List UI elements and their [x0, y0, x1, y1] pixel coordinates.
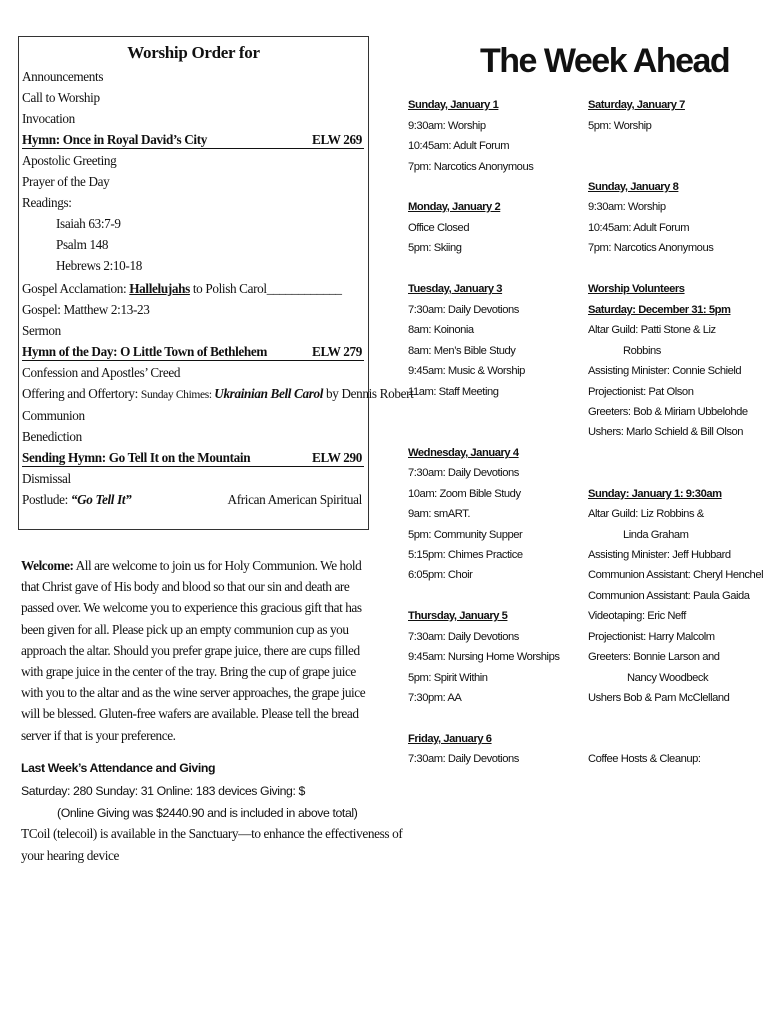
sending-hymn-reference: ELW 290 — [312, 450, 362, 465]
volunteer-item: Communion Assistant: Cheryl Henchel — [588, 569, 764, 581]
worship-volunteers-heading: Worship Volunteers — [588, 283, 685, 295]
acclamation-suffix: to Polish Carol — [189, 281, 267, 296]
event-item: 10am: Zoom Bible Study — [408, 488, 521, 500]
day-heading-sunday-jan-1: Sunday, January 1 — [408, 99, 499, 111]
tcoil-line-2: your hearing device — [21, 848, 119, 863]
volunteer-item: Nancy Woodbeck — [627, 672, 709, 684]
hymn-reference: ELW 269 — [312, 132, 362, 147]
order-item-apostolic-greeting: Apostolic Greeting — [22, 153, 117, 168]
volunteer-item: Ushers Bob & Pam McClelland — [588, 692, 730, 704]
acclamation-bold: Hallelujahs — [129, 281, 190, 296]
event-item: 5pm: Worship — [588, 120, 652, 132]
volunteers-saturday-heading: Saturday: December 31: 5pm — [588, 304, 731, 316]
order-item-gospel: Gospel: Matthew 2:13-23 — [22, 302, 150, 317]
event-item: 7pm: Narcotics Anonymous — [588, 242, 714, 254]
worship-order-title: Worship Order for — [127, 43, 260, 62]
volunteer-item: Linda Graham — [623, 529, 689, 541]
order-item-gospel-acclamation — [22, 281, 364, 297]
event-item: 9:45am: Music & Worship — [408, 365, 525, 377]
offering-suffix: by Dennis Robert — [323, 386, 414, 401]
volunteer-item: Altar Guild: Liz Robbins & — [588, 508, 704, 520]
worship-order-box — [18, 36, 414, 530]
event-item: 11am: Staff Meeting — [408, 386, 499, 398]
volunteer-item: Ushers: Marlo Schield & Bill Olson — [588, 426, 744, 438]
offering-prefix: Offering and Offertory: — [22, 386, 141, 401]
event-item: 7:30pm: AA — [408, 692, 462, 704]
welcome-text: All are welcome to join us for Holy Communion. We hold that Christ gave of His body and blood so that our sin and death are passed over. We welcome you to experience this gracious gift that has been given for all. Please pick up an empty communion cup as you approach the altar. Should you prefer grape juice, there are cups filled with grape juice in the center of the tray. Bring the cup of grape juice with you to the altar and as the wine server approaches, the grape juice will be blessed. Gluten-free wafers are available. Please tell the bread server if that is your preference. — [21, 558, 366, 743]
order-item-call-to-worship: Call to Worship — [22, 90, 100, 105]
event-item: 9:30am: Worship — [408, 120, 486, 132]
attendance-counts: Saturday: 280 Sunday: 31 Online: 183 devices Giving: $ — [21, 784, 305, 798]
event-item: Office Closed — [408, 222, 470, 234]
day-heading-sunday-jan-8: Sunday, January 8 — [588, 181, 679, 193]
welcome-lead: Welcome: — [21, 558, 74, 573]
order-item-offering — [22, 386, 414, 403]
reading-psalm: Psalm 148 — [56, 237, 109, 252]
day-heading-saturday-jan-7: Saturday, January 7 — [588, 99, 685, 111]
event-item: 5pm: Spirit Within — [408, 672, 488, 684]
event-item: 7:30am: Daily Devotions — [408, 631, 519, 643]
attendance-heading: Last Week’s Attendance and Giving — [21, 761, 216, 775]
volunteer-item: Assisting Minister: Connie Schield — [588, 365, 742, 377]
event-item: 10:45am: Adult Forum — [588, 222, 690, 234]
postlude-prefix: Postlude: — [22, 492, 71, 507]
order-item-hymn — [22, 132, 364, 149]
acclamation-blank: ____________ — [266, 281, 342, 296]
event-item: 7:30am: Daily Devotions — [408, 304, 519, 316]
postlude-title: “Go Tell It” — [70, 492, 132, 507]
event-item: 9am: smART. — [408, 508, 470, 520]
welcome-paragraph — [21, 555, 373, 746]
event-item: 7:30am: Daily Devotions — [408, 753, 519, 765]
reading-isaiah: Isaiah 63:7-9 — [56, 216, 121, 231]
day-heading-wednesday-jan-4: Wednesday, January 4 — [408, 447, 519, 459]
volunteer-item: Robbins — [623, 345, 661, 357]
order-item-communion: Communion — [22, 408, 85, 423]
reading-hebrews: Hebrews 2:10-18 — [56, 258, 142, 273]
event-item: 10:45am: Adult Forum — [408, 140, 510, 152]
order-item-invocation: Invocation — [22, 111, 75, 126]
day-heading-thursday-jan-5: Thursday, January 5 — [408, 610, 508, 622]
day-heading-friday-jan-6: Friday, January 6 — [408, 733, 492, 745]
acclamation-prefix: Gospel Acclamation: — [22, 281, 130, 296]
volunteer-item: Communion Assistant: Paula Gaida — [588, 590, 750, 602]
volunteer-item: Greeters: Bonnie Larson and — [588, 651, 720, 663]
event-item: 7pm: Narcotics Anonymous — [408, 161, 534, 173]
volunteer-item: Projectionist: Harry Malcolm — [588, 631, 715, 643]
attendance-online-giving: (Online Giving was $2440.90 and is included in above total) — [57, 806, 358, 820]
order-item-postlude — [22, 492, 364, 508]
event-item: 9:30am: Worship — [588, 201, 666, 213]
event-item: 5:15pm: Chimes Practice — [408, 549, 523, 561]
event-item: 6:05pm: Choir — [408, 569, 473, 581]
event-item: 9:45am: Nursing Home Worships — [408, 651, 560, 663]
order-item-prayer: Prayer of the Day — [22, 174, 110, 189]
volunteer-item: Altar Guild: Patti Stone & Liz — [588, 324, 716, 336]
event-item: 8am: Men’s Bible Study — [408, 345, 516, 357]
order-item-benediction: Benediction — [22, 429, 82, 444]
event-item: 5pm: Skiing — [408, 242, 462, 254]
hymn-label: Hymn: Once in Royal David’s City — [22, 132, 208, 147]
offering-chimes: Sunday Chimes: — [140, 389, 215, 401]
volunteers-sunday-heading: Sunday: January 1: 9:30am — [588, 488, 722, 500]
volunteer-item: Assisting Minister: Jeff Hubbard — [588, 549, 731, 561]
event-item: 7:30am: Daily Devotions — [408, 467, 519, 479]
day-heading-tuesday-jan-3: Tuesday, January 3 — [408, 283, 503, 295]
sending-hymn-label: Sending Hymn: Go Tell It on the Mountain — [22, 450, 251, 465]
coffee-hosts: Coffee Hosts & Cleanup: — [588, 753, 701, 765]
order-item-confession: Confession and Apostles’ Creed — [22, 365, 181, 380]
hymn-of-day-reference: ELW 279 — [312, 344, 362, 359]
postlude-composer: African American Spiritual — [227, 492, 362, 507]
day-heading-monday-jan-2: Monday, January 2 — [408, 201, 501, 213]
week-ahead-title: The Week Ahead — [480, 42, 730, 80]
tcoil-line-1: TCoil (telecoil) is available in the Sanctuary—to enhance the effectiveness of — [21, 826, 403, 841]
event-item: 8am: Koinonia — [408, 324, 474, 336]
event-item: 5pm: Community Supper — [408, 529, 523, 541]
order-item-dismissal: Dismissal — [22, 471, 71, 486]
volunteer-item: Projectionist: Pat Olson — [588, 386, 694, 398]
order-item-hymn-of-the-day — [22, 344, 364, 361]
offering-title: Ukrainian Bell Carol — [214, 386, 324, 401]
volunteer-item: Greeters: Bob & Miriam Ubbelohde — [588, 406, 748, 418]
order-item-announcements: Announcements — [22, 69, 104, 84]
hymn-of-day-label: Hymn of the Day: O Little Town of Bethlehem — [22, 344, 268, 359]
order-item-sending-hymn — [22, 450, 364, 467]
volunteer-item: Videotaping: Eric Neff — [588, 610, 686, 622]
order-item-sermon: Sermon — [22, 323, 61, 338]
order-item-readings: Readings: — [22, 195, 72, 210]
